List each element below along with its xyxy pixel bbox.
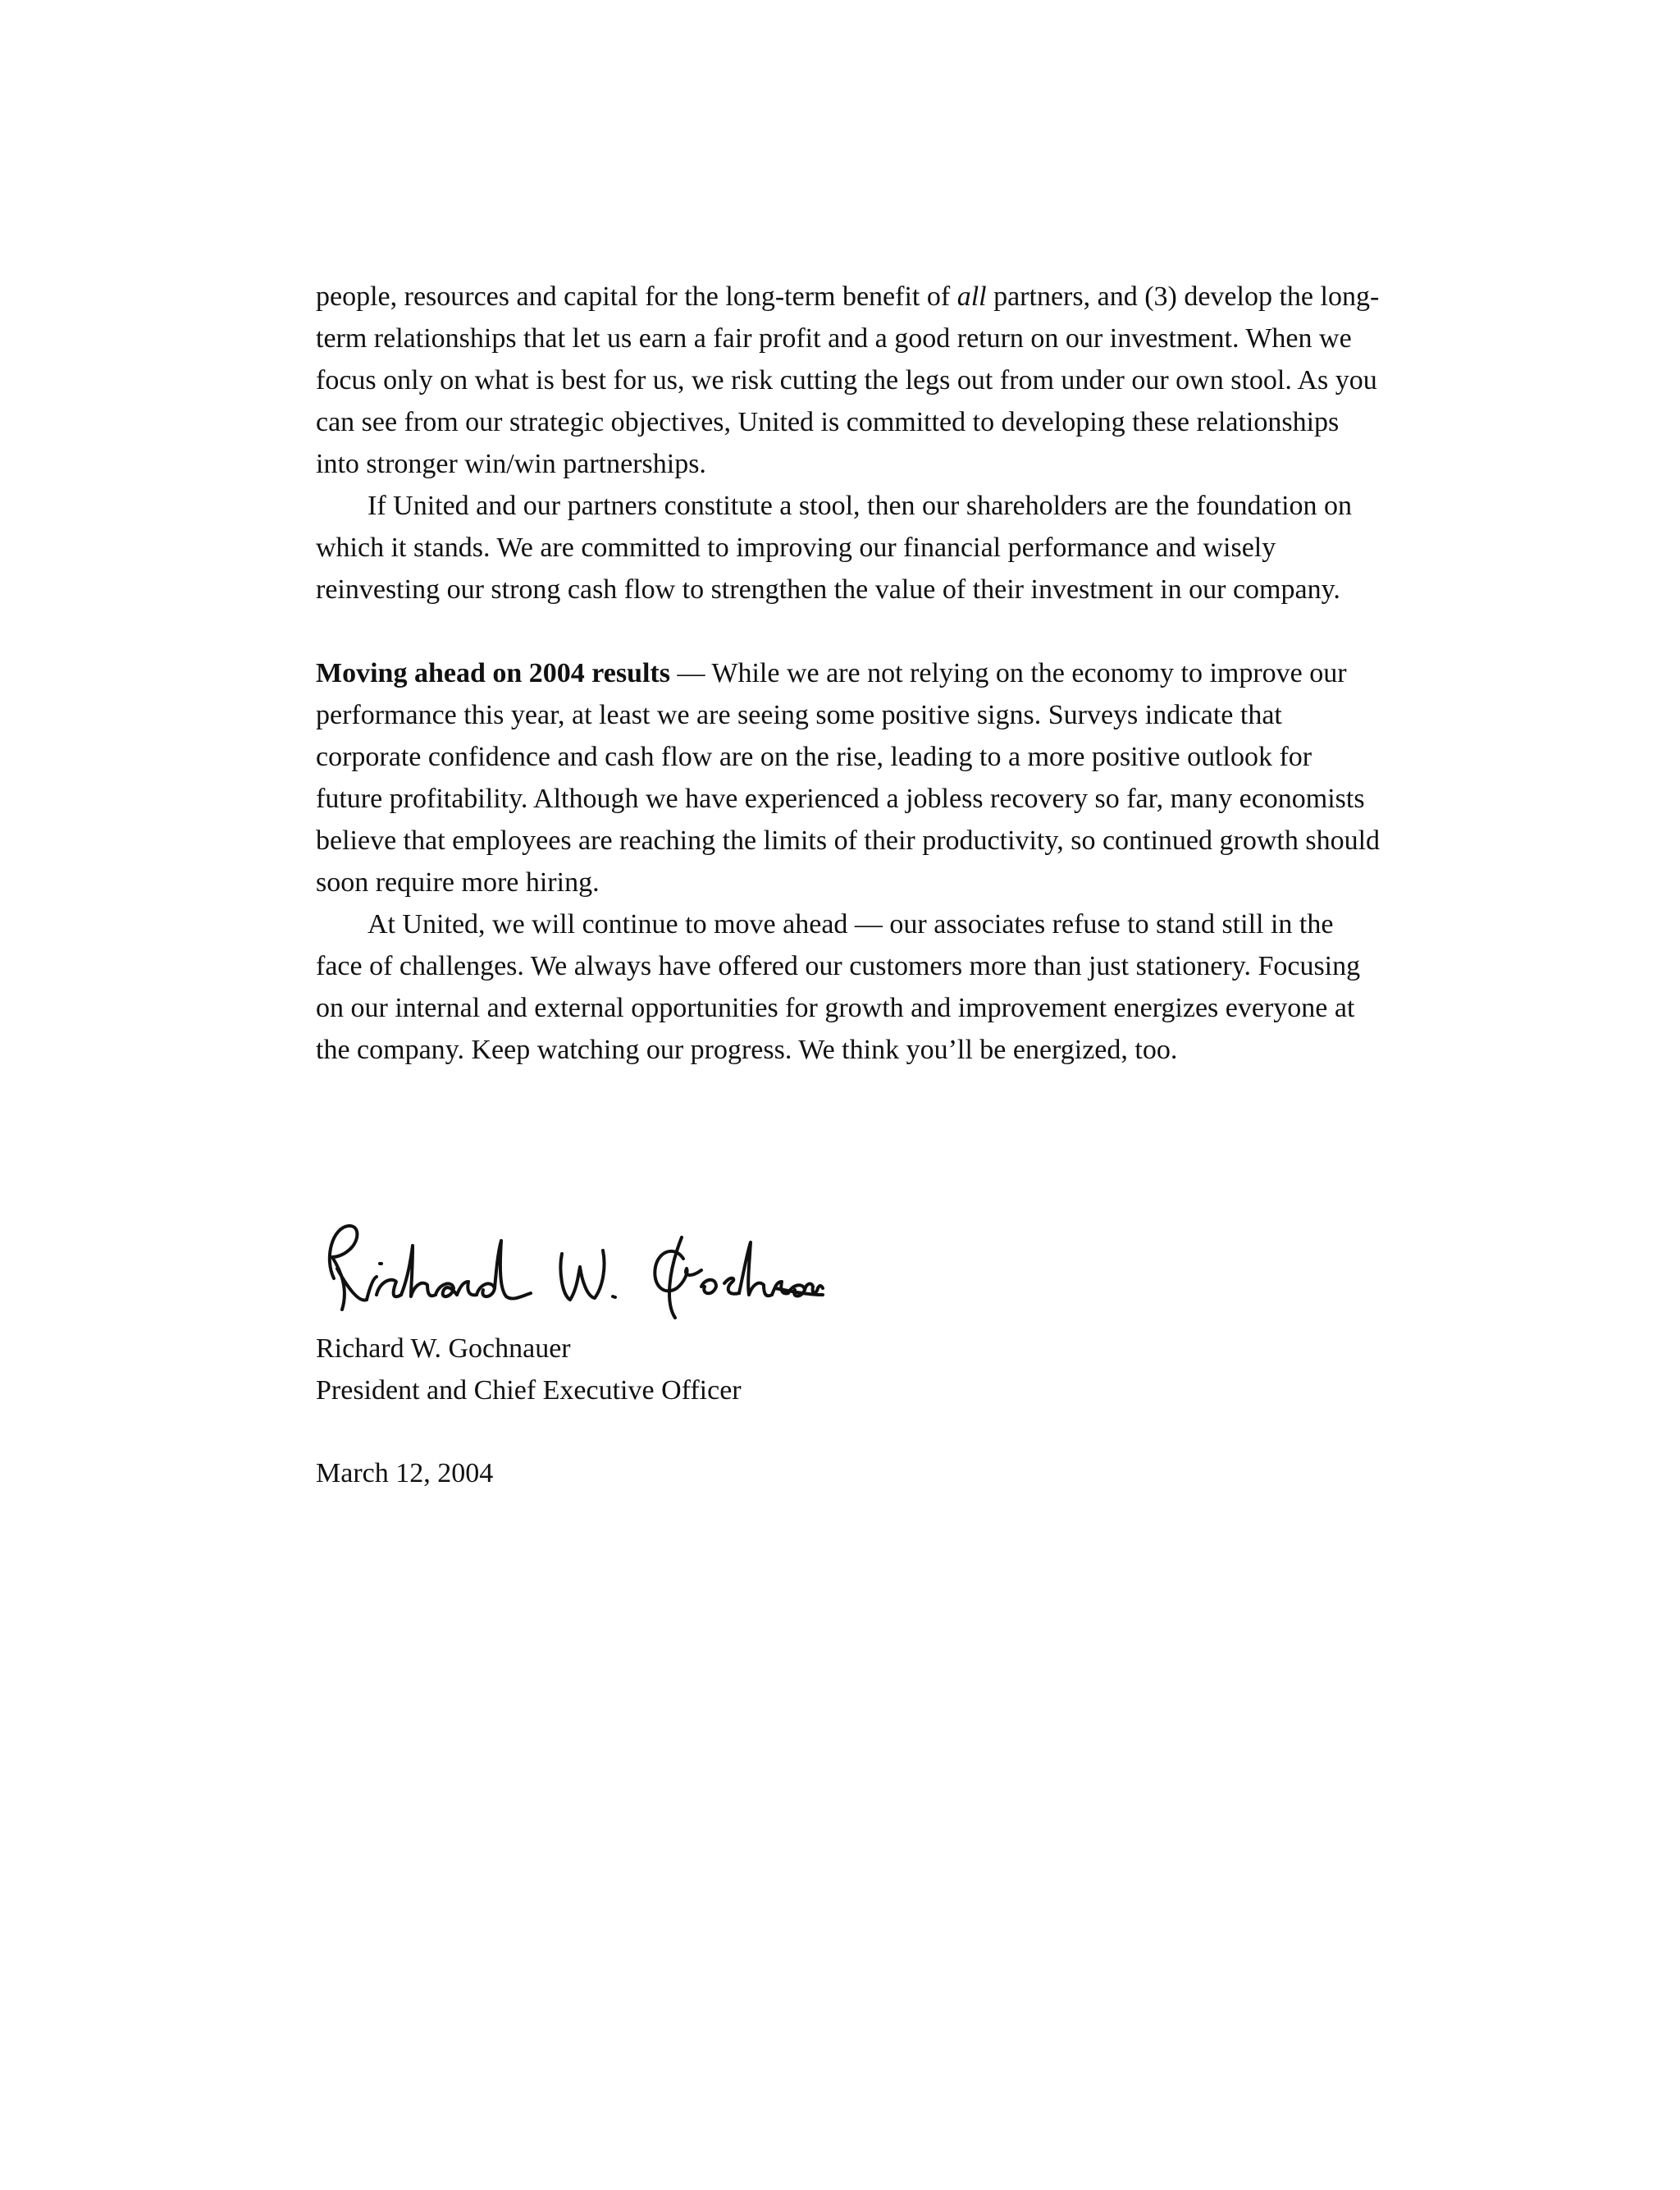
letter-date: March 12, 2004 [316,1458,494,1488]
paragraph-shareholders: If United and our partners constitute a stool, then our shareholders are the foundation on which it stands. We are committed to improving our financial performance and wisely reinvesting our strong cash flow to strengthen the value of their investment in our company. [316,491,1353,605]
paragraph-moving-ahead-text: — While we are not relying on the economy to improve our performance this year, at least we are seeing some positive signs. Surveys indicate that corporate confidence and cash flow are on the rise, leading to a more positive outlook for future profitability. Although we have experienced a jobless recovery so far, many economists believe that employees are reaching the limits of their productivity, so continued growth should soon require more hiring. [316,658,1381,898]
handwritten-signature [316,1221,824,1324]
paragraph-partners-end: partners, and (3) develop the long-term relationships that let us earn a fair profit and a good return on our investment. When we focus only on what is best for us, we risk cutting the legs out from under our own stool. As you can see from our strategic objectives, United is committed to developing these relationships into stronger win/win partnerships. [316,281,1380,479]
signer-name: Richard W. Gochnauer [316,1333,571,1364]
paragraph-partners-start: people, resources and capital for the long-term benefit of [316,281,957,312]
paragraph-moving-ahead [316,652,1382,903]
signer-title: President and Chief Executive Officer [316,1375,742,1406]
letter-body [316,276,1382,1071]
emphasis-all: all [956,281,987,312]
paragraph-partners [316,276,1382,485]
paragraph-at-united: At United, we will continue to move ahead — our associates refuse to stand still in the face of challenges. We always have offered our customers more than just stationery. Focusing on our internal and external opportunities for growth and improvement energizes everyone at the company. Keep watching our progress. We think you’ll be energized, too. [316,909,1361,1065]
section-heading-moving-ahead: Moving ahead on 2004 results [316,658,670,688]
signature-block [316,1328,742,1411]
